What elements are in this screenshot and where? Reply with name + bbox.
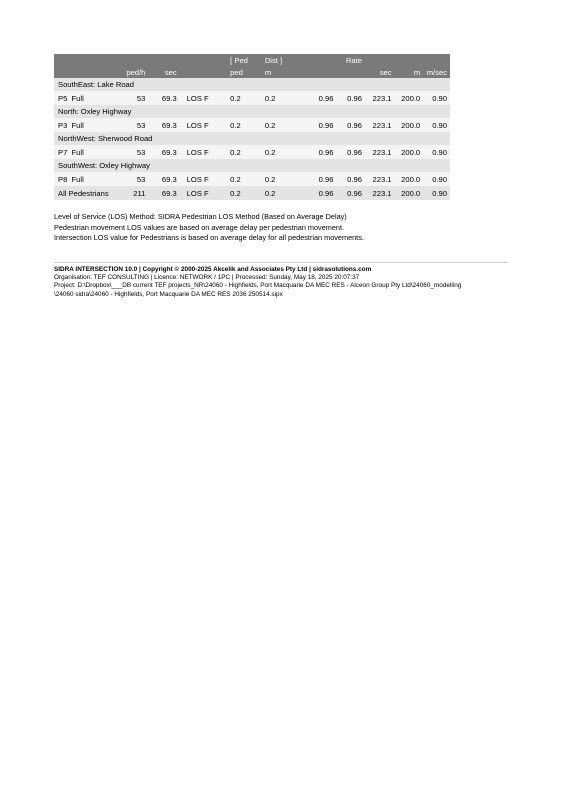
table-cell: 0.90 xyxy=(420,91,450,105)
table-cell: 200.0 xyxy=(392,118,421,132)
table-cell: 69.3 xyxy=(145,118,176,132)
table-cell: 200.0 xyxy=(392,91,421,105)
table-cell: 223.1 xyxy=(362,91,392,105)
table-cell: 0.2 xyxy=(257,186,293,200)
header-cell xyxy=(362,54,392,66)
approach-name: SouthWest: Oxley Highway xyxy=(54,159,450,172)
note-line: Intersection LOS value for Pedestrians is based on average delay for all pedestrian movements. xyxy=(54,233,364,242)
project-path-line: Project: D:\Dropbox\___DB current TEF projects_NR\24060 - Highfields, Port Macquarie DA MEC RES - Alceon Group Pty Ltd\24060_modelling xyxy=(54,282,462,290)
table-cell: 0.2 xyxy=(222,186,257,200)
header-cell xyxy=(392,54,421,66)
table-cell: 0.96 xyxy=(292,145,333,159)
table-cell: 53 xyxy=(118,145,146,159)
table-cell: 0.2 xyxy=(222,172,257,186)
copyright-line: SIDRA INTERSECTION 10.0 | Copyright © 2000-2025 Akcelik and Associates Pty Ltd | sidrasolutions.com xyxy=(54,266,372,273)
table-cell: 0.90 xyxy=(420,186,450,200)
table-header-row-2 xyxy=(54,66,450,78)
organisation-line: Organisation: TEF CONSULTING | Licence: NETWORK / 1PC | Processed: Sunday, May 18, 2025 20:07:37 xyxy=(54,274,360,282)
movement-id xyxy=(54,91,118,105)
header-cell xyxy=(292,54,333,66)
movement-code: P3 xyxy=(58,120,68,130)
total-label: All Pedestrians xyxy=(54,186,118,200)
movement-id xyxy=(54,118,118,132)
table-row xyxy=(54,172,450,186)
header-cell xyxy=(420,54,450,66)
table-cell: 0.90 xyxy=(420,118,450,132)
table-cell: 223.1 xyxy=(362,172,392,186)
header-cell xyxy=(177,66,222,78)
header-cell: sec xyxy=(362,66,392,78)
table-cell: 0.2 xyxy=(222,91,257,105)
header-cell xyxy=(54,54,118,66)
header-cell xyxy=(118,54,146,66)
table-cell: 0.2 xyxy=(222,118,257,132)
table-cell: LOS F xyxy=(177,91,222,105)
movement-code: P8 xyxy=(58,174,68,184)
table-cell: 69.3 xyxy=(145,172,176,186)
movement-id xyxy=(54,145,118,159)
table-cell: 53 xyxy=(118,172,146,186)
table-cell: 211 xyxy=(118,186,146,200)
table-cell: 0.96 xyxy=(292,118,333,132)
header-cell xyxy=(54,66,118,78)
movement-id xyxy=(54,172,118,186)
table-cell: 0.2 xyxy=(257,172,293,186)
note-line: Level of Service (LOS) Method: SIDRA Pedestrian LOS Method (Based on Average Delay) xyxy=(54,212,347,221)
note-line: Pedestrian movement LOS values are based on average delay per pedestrian movement. xyxy=(54,222,345,232)
table-cell: 223.1 xyxy=(362,186,392,200)
header-cell xyxy=(333,66,362,78)
header-cell: ped/h xyxy=(118,66,146,78)
table-cell: 200.0 xyxy=(392,186,421,200)
project-path-line: \24060 sidra\24060 - Highfields, Port Macquarie DA MEC RES 2036 250514.sipx xyxy=(54,290,283,298)
table-cell: 200.0 xyxy=(392,172,421,186)
pedestrian-movement-table xyxy=(54,54,450,200)
header-cell: m/sec xyxy=(420,66,450,78)
table-cell: 0.96 xyxy=(333,172,362,186)
movement-type: Full xyxy=(71,174,84,184)
table-cell: 223.1 xyxy=(362,118,392,132)
header-cell xyxy=(177,54,222,66)
header-cell: sec xyxy=(145,66,176,78)
table-cell: LOS F xyxy=(177,118,222,132)
table-cell: 0.96 xyxy=(333,186,362,200)
table-cell: 0.96 xyxy=(333,91,362,105)
table-cell: 223.1 xyxy=(362,145,392,159)
table-cell: 0.2 xyxy=(257,91,293,105)
approach-name: NorthWest: Sherwood Road xyxy=(54,132,450,145)
table-cell: 0.2 xyxy=(222,145,257,159)
table-cell: 53 xyxy=(118,91,146,105)
header-cell: [ Ped xyxy=(222,54,257,66)
table-cell: 0.90 xyxy=(420,145,450,159)
table-cell: 53 xyxy=(118,118,146,132)
header-cell: Dist ] xyxy=(257,54,293,66)
movement-code: P5 xyxy=(58,93,68,103)
table-row xyxy=(54,118,450,132)
movement-type: Full xyxy=(71,93,84,103)
table-cell: 0.96 xyxy=(292,186,333,200)
movement-type: Full xyxy=(71,147,84,157)
footer-divider xyxy=(54,262,508,263)
table-cell: 200.0 xyxy=(392,145,421,159)
table-cell: 0.2 xyxy=(257,145,293,159)
approach-name: North: Oxley Highway xyxy=(54,105,450,118)
header-cell: ped xyxy=(222,66,257,78)
report-footer xyxy=(54,266,510,299)
table-cell: LOS F xyxy=(177,172,222,186)
table-cell: 69.3 xyxy=(145,145,176,159)
table-cell: LOS F xyxy=(177,145,222,159)
header-cell: m xyxy=(392,66,421,78)
table-cell: 0.96 xyxy=(292,91,333,105)
approach-group-row xyxy=(54,105,450,118)
movement-type: Full xyxy=(71,120,84,130)
table-cell: 0.2 xyxy=(257,118,293,132)
approach-group-row xyxy=(54,78,450,91)
los-method-notes xyxy=(54,212,364,244)
table-header-row-1 xyxy=(54,54,450,66)
movement-code: P7 xyxy=(58,147,68,157)
table-cell: 0.96 xyxy=(292,172,333,186)
table-cell: 0.96 xyxy=(333,118,362,132)
table-row xyxy=(54,91,450,105)
approach-group-row xyxy=(54,132,450,145)
table-cell: LOS F xyxy=(177,186,222,200)
table-cell: 69.3 xyxy=(145,186,176,200)
table-total-row xyxy=(54,186,450,200)
approach-name: SouthEast: Lake Road xyxy=(54,78,450,91)
table-cell: 0.96 xyxy=(333,145,362,159)
header-cell: m xyxy=(257,66,293,78)
header-cell: Rate xyxy=(333,54,362,66)
header-cell xyxy=(292,66,333,78)
header-cell xyxy=(145,54,176,66)
table-cell: 0.90 xyxy=(420,172,450,186)
approach-group-row xyxy=(54,159,450,172)
table-cell: 69.3 xyxy=(145,91,176,105)
table-row xyxy=(54,145,450,159)
